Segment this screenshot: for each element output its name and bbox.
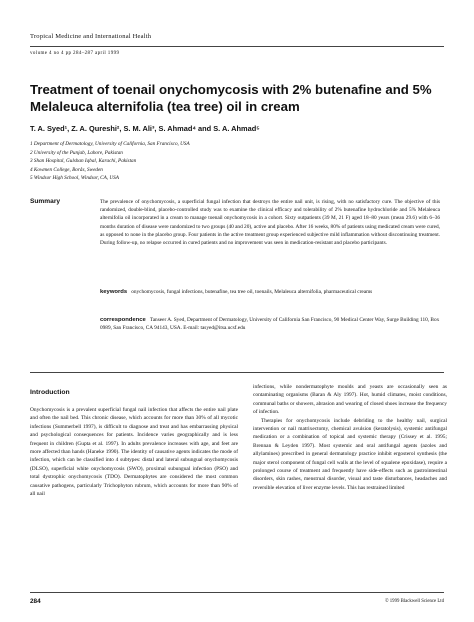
- title-line-2: Melaleuca alternifolia (tea tree) oil in cream: [30, 98, 300, 114]
- affiliation-item: 1 Department of Dermatology, University of California, San Francisco, USA: [30, 141, 190, 147]
- article-title: [30, 82, 450, 115]
- copyright: © 1999 Blackwell Science Ltd: [384, 599, 444, 604]
- affiliation-item: 4 Kowmen College, Borås, Sweden: [30, 166, 103, 173]
- correspondence-text: Tanseer A. Syed, Department of Dermatology, University of California San Francisco, 90 Medical Center Way, Surge Building 110, Box 0989, San Francisco, CA 94143, USA. E-mail: tasyed@itsa.ucsf.edu: [100, 317, 440, 332]
- keywords-block: [100, 288, 440, 296]
- page-number: 284: [30, 598, 41, 605]
- affiliation-item: 5 Windsor High School, Windsor, CA, USA: [30, 175, 119, 182]
- affiliation-item: 2 University of the Punjab, Lahore, Pakistan: [30, 149, 123, 156]
- affiliation-item: 3 Shan Hospital, Gulshan Iqbal, Karachi, Pakistan: [30, 158, 137, 165]
- section-divider: [30, 372, 444, 373]
- introduction-heading: Introduction: [30, 389, 70, 396]
- author-list: T. A. Syed¹, Z. A. Qureshi², S. M. Ali³, S. Ahmad⁴ and S. A. Ahmad⁵: [30, 124, 260, 133]
- footer-divider: [30, 592, 444, 593]
- intro-column-left: Onychomycosis is a prevalent superficial fungal nail infection that affects the entire nail plate and often the nail bed. This chronic disease, which accounts for more than 30% of all mycotic infections (Summerbell 1997), is difficult to diagnose and treat and has embarrassing physical and psychological consequences for patients. Incidence varies geographically and is less frequent in children (Gupta et al. 1997). In adults prevalence increases with age, and feet are more affected than hands (Haneke 1990). The identity of causative agents indicates the mode of infection, which can be classified into 4 subtypes: distal and lateral subungual onychomycosis (DLSO), superficial white onychomycosis (SWO), proximal subungual infection (PSO) and total dystrophic onychomycosis (TDO). Dermatophytes are considered the most common causative pathogens, particularly Trichophyton rubrum, which accounts for more than 90% of all nail: [30, 407, 238, 498]
- correspondence-block: [100, 316, 440, 332]
- intro-paragraph: Therapies for onychomycosis include debriding to the healthy nail, surgical intervention or nail matrixectomy, chemical avulsion (keratolysis), systemic antifungal medication or a combination of topical and systemic therapy (Crissey et al. 1995; Brennan & Leyden 1997). Most systemic and oral antifungal agents (azoles and allylamines) prescribed in general dermatology practice inhibit ergosterol synthesis (the major sterol component of fungal cell walls at the level of squalene epoxidase), require a prolonged course of treatment and frequently have side-effects such as gastrointestinal disorders, skin rashes, menstrual disorder, visual and taste disturbances, headaches and reversible elevation of liver enzyme levels. This has restrained limited: [253, 417, 447, 491]
- summary-label: Summary: [30, 198, 61, 205]
- correspondence-label: correspondence: [100, 317, 146, 323]
- intro-paragraph: infections, while nondermatophyte moulds and yeasts are occasionally seen as contaminating organisms (Baran & Aly 1997). Hot, humid climates, moist conditions, communal baths or showers, abrasion and wearing of closed shoes increase the frequency of infection.: [253, 384, 447, 416]
- intro-column-right: [253, 383, 447, 492]
- header-divider: [30, 46, 444, 47]
- journal-name: Tropical Medicine and International Health: [30, 33, 152, 40]
- volume-line: volume 4 no 4 pp 284–287 april 1999: [30, 51, 120, 56]
- summary-text: The prevalence of onychomycosis, a superficial fungal infection that destroys the entire nail unit, is rising, with no satisfactory cure. The objective of this randomized, double-blind, placebo-controlled study was to examine the clinical efficacy and tolerability of 2% butenafine hydrochloride and 5% Melaleuca alternifolia oil incorporated in a cream to manage toenail onychomycosis in a cohort. Sixty outpatients (39 M, 21 F) aged 18–80 years (mean 29.6) with 6–36 months duration of disease were randomized to two groups (40 and 20), active and placebo. After 16 weeks, 80% of patients using medicated cream were cured, as opposed to none in the placebo group. Four patients in the active treatment group experienced subjective mild inflammation without discontinuing treatment. During follow-up, no relapse occurred in cured patients and no improvement was seen in medication-resistant and placebo participants.: [100, 199, 440, 247]
- keywords-text: onychomycosis, fungal infections, butenafine, tea tree oil, toenails, Melaleuca alternifolia, pharmaceutical creams: [131, 289, 373, 295]
- affiliations: [30, 140, 330, 183]
- title-line-1: Treatment of toenail onychomycosis with 2% butenafine and 5%: [30, 82, 432, 97]
- keywords-label: keywords: [100, 289, 128, 295]
